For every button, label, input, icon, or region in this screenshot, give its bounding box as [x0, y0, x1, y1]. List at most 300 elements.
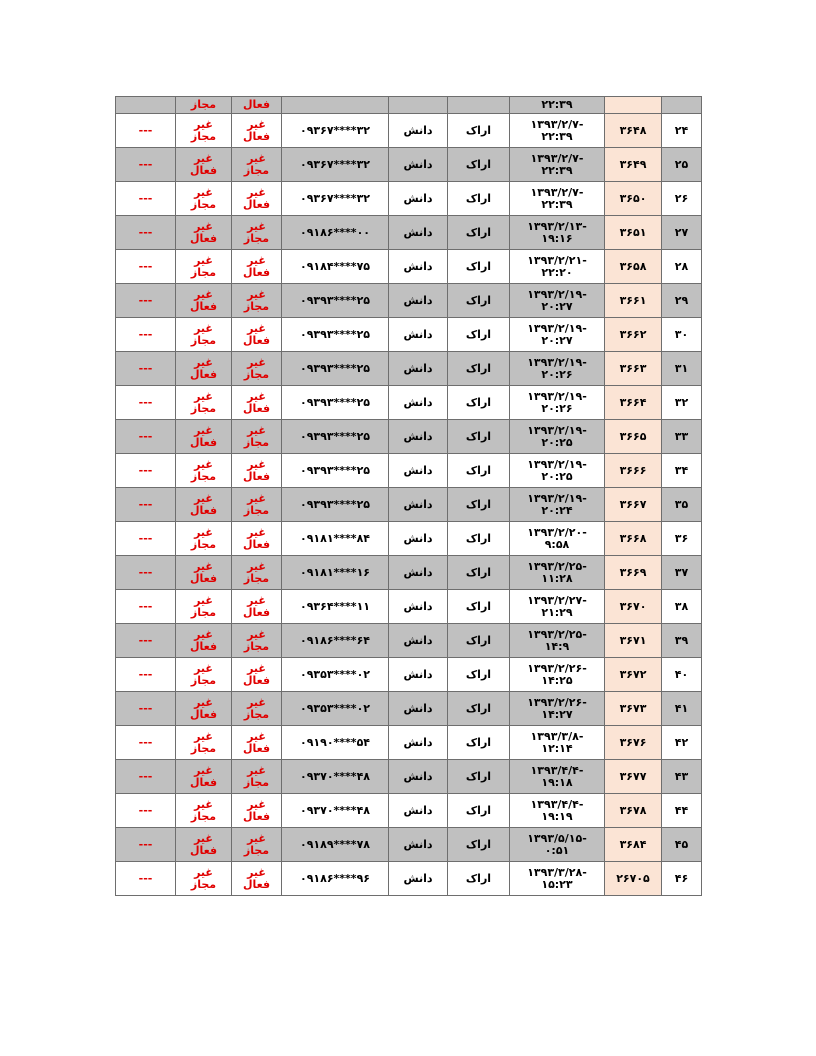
role-cell: دانش [389, 318, 448, 352]
row-number-cell: ۲۶ [662, 182, 702, 216]
permission-cell [176, 726, 232, 760]
time-line: ۱۱:۲۸ [541, 571, 573, 585]
time-line: ۲۰:۲۶ [541, 401, 573, 415]
city-cell: اراک [448, 828, 510, 862]
datetime-cell [510, 284, 605, 318]
permission-line-1: غیر [194, 661, 213, 675]
table-row [116, 182, 702, 216]
datetime-cell [510, 114, 605, 148]
status-line-2: فعال [242, 197, 271, 211]
status-line-1: غیر [247, 321, 266, 335]
permission-line-2: مجاز [190, 265, 217, 279]
code-cell: ۳۶۶۴ [605, 386, 662, 420]
extra-cell: --- [116, 760, 176, 794]
date-line: ۱۳۹۳/۲/۲۵- [527, 559, 587, 573]
status-line-1: غیر [247, 151, 266, 165]
permission-line-2: مجاز [190, 673, 217, 687]
date-line: ۱۳۹۳/۲/۲۶- [527, 661, 587, 675]
date-line: ۱۳۹۳/۲/۱۹- [527, 389, 587, 403]
row-number-cell: ۲۵ [662, 148, 702, 182]
permission-line-1: غیر [194, 729, 213, 743]
table-row [116, 454, 702, 488]
records-table [115, 96, 702, 896]
status-line-1: غیر [247, 389, 266, 403]
row-number-cell: ۴۰ [662, 658, 702, 692]
role-cell: دانش [389, 522, 448, 556]
code-cell: ۳۶۵۰ [605, 182, 662, 216]
phone-cell: ۰۹۱۸۱****۸۴ [282, 522, 389, 556]
datetime-cell [510, 522, 605, 556]
code-cell: ۳۶۶۷ [605, 488, 662, 522]
row-number-cell: ۴۲ [662, 726, 702, 760]
role-cell [389, 97, 448, 114]
status-line-1: غیر [247, 831, 266, 845]
status-cell [232, 284, 282, 318]
city-cell: اراک [448, 624, 510, 658]
permission-cell: مجاز [176, 97, 232, 114]
permission-line-2: فعال [189, 231, 218, 245]
phone-cell: ۰۹۳۹۳****۲۵ [282, 386, 389, 420]
table-row [116, 318, 702, 352]
phone-cell: ۰۹۱۸۶****۶۴ [282, 624, 389, 658]
extra-cell: --- [116, 216, 176, 250]
datetime-cell [510, 726, 605, 760]
datetime-cell [510, 352, 605, 386]
role-cell: دانش [389, 862, 448, 896]
permission-line-1: غیر [194, 355, 213, 369]
table-row [116, 862, 702, 896]
permission-line-1: غیر [194, 423, 213, 437]
datetime-cell [510, 794, 605, 828]
extra-cell: --- [116, 862, 176, 896]
permission-line-2: مجاز [190, 333, 217, 347]
permission-line-2: فعال [189, 775, 218, 789]
code-cell: ۳۶۶۸ [605, 522, 662, 556]
status-line-1: غیر [247, 491, 266, 505]
status-line-2: مجاز [243, 571, 270, 585]
datetime-cell [510, 658, 605, 692]
status-cell [232, 658, 282, 692]
extra-cell [116, 97, 176, 114]
permission-line-1: غیر [194, 117, 213, 131]
code-cell: ۳۶۶۲ [605, 318, 662, 352]
permission-cell [176, 760, 232, 794]
date-line: ۱۳۹۳/۲/۲۷- [527, 593, 587, 607]
datetime-cell [510, 182, 605, 216]
permission-line-2: فعال [189, 435, 218, 449]
permission-cell [176, 692, 232, 726]
status-cell [232, 556, 282, 590]
date-line: ۱۳۹۳/۲/۲۰- [527, 525, 587, 539]
row-number-cell: ۳۴ [662, 454, 702, 488]
city-cell: اراک [448, 148, 510, 182]
table-row [116, 590, 702, 624]
permission-cell [176, 352, 232, 386]
status-line-1: غیر [247, 525, 266, 539]
date-line: ۱۳۹۳/۲/۱۹- [527, 287, 587, 301]
permission-line-2: مجاز [190, 537, 217, 551]
extra-cell: --- [116, 250, 176, 284]
city-cell: اراک [448, 454, 510, 488]
row-number-cell: ۳۹ [662, 624, 702, 658]
status-line-1: غیر [247, 423, 266, 437]
phone-cell: ۰۹۱۸۶****۹۶ [282, 862, 389, 896]
extra-cell: --- [116, 182, 176, 216]
phone-cell: ۰۹۳۶۷****۳۲ [282, 182, 389, 216]
datetime-cell [510, 488, 605, 522]
extra-cell: --- [116, 590, 176, 624]
permission-cell [176, 284, 232, 318]
status-line-2: مجاز [243, 299, 270, 313]
city-cell: اراک [448, 216, 510, 250]
code-cell: ۳۶۶۳ [605, 352, 662, 386]
permission-line-2: فعال [189, 163, 218, 177]
code-cell: ۲۶۷۰۵ [605, 862, 662, 896]
row-number-cell: ۴۶ [662, 862, 702, 896]
phone-cell: ۰۹۳۶۷****۳۲ [282, 148, 389, 182]
code-cell: ۳۶۷۷ [605, 760, 662, 794]
table-row [116, 828, 702, 862]
city-cell: اراک [448, 488, 510, 522]
role-cell: دانش [389, 284, 448, 318]
time-line: ۲۰:۲۷ [541, 333, 573, 347]
table-row [116, 488, 702, 522]
status-line-2: فعال [242, 877, 271, 891]
status-line-2: مجاز [243, 503, 270, 517]
status-line-2: فعال [242, 469, 271, 483]
permission-line-1: غیر [194, 253, 213, 267]
permission-line-1: غیر [194, 593, 213, 607]
extra-cell: --- [116, 556, 176, 590]
permission-cell [176, 216, 232, 250]
time-line: ۲۲:۳۹ [541, 129, 573, 143]
code-cell: ۳۶۴۸ [605, 114, 662, 148]
row-number-cell: ۳۷ [662, 556, 702, 590]
status-cell [232, 522, 282, 556]
permission-line-1: غیر [194, 321, 213, 335]
status-line-1: غیر [247, 185, 266, 199]
time-line: ۱۵:۲۳ [541, 877, 573, 891]
status-line-1: غیر [247, 729, 266, 743]
status-cell [232, 828, 282, 862]
time-line: ۲۲:۳۹ [541, 197, 573, 211]
date-line: ۱۳۹۳/۲/۲۶- [527, 695, 587, 709]
phone-cell: ۰۹۱۸۴****۷۵ [282, 250, 389, 284]
permission-line-1: غیر [194, 457, 213, 471]
status-line-2: مجاز [243, 367, 270, 381]
status-line-2: مجاز [243, 163, 270, 177]
date-line: ۱۳۹۳/۲/۷- [530, 151, 584, 165]
code-cell: ۳۶۷۶ [605, 726, 662, 760]
city-cell: اراک [448, 794, 510, 828]
permission-line-2: فعال [189, 843, 218, 857]
code-cell: ۳۶۷۳ [605, 692, 662, 726]
permission-line-2: فعال [189, 367, 218, 381]
status-cell [232, 760, 282, 794]
city-cell: اراک [448, 658, 510, 692]
permission-line-1: غیر [194, 865, 213, 879]
status-line-1: غیر [247, 763, 266, 777]
row-number-cell: ۳۲ [662, 386, 702, 420]
status-line-2: فعال [242, 265, 271, 279]
city-cell: اراک [448, 114, 510, 148]
status-line-2: فعال [242, 401, 271, 415]
extra-cell: --- [116, 488, 176, 522]
table-row [116, 420, 702, 454]
status-cell [232, 862, 282, 896]
datetime-cell [510, 420, 605, 454]
role-cell: دانش [389, 250, 448, 284]
city-cell: اراک [448, 726, 510, 760]
time-line: ۲۰:۲۵ [541, 435, 573, 449]
status-line-2: مجاز [243, 707, 270, 721]
table-row [116, 250, 702, 284]
city-cell: اراک [448, 760, 510, 794]
phone-cell: ۰۹۱۸۶****۰۰ [282, 216, 389, 250]
status-cell [232, 454, 282, 488]
status-cell [232, 794, 282, 828]
phone-cell: ۰۹۳۷۰****۴۸ [282, 760, 389, 794]
datetime-cell [510, 692, 605, 726]
extra-cell: --- [116, 352, 176, 386]
time-line: ۱۴:۲۵ [541, 673, 573, 687]
status-line-2: مجاز [243, 775, 270, 789]
time-line: ۲۱:۲۹ [541, 605, 573, 619]
code-cell: ۳۶۶۵ [605, 420, 662, 454]
permission-line-1: غیر [194, 185, 213, 199]
phone-cell: ۰۹۳۹۳****۲۵ [282, 454, 389, 488]
row-number-cell: ۲۷ [662, 216, 702, 250]
permission-line-2: مجاز [190, 809, 217, 823]
table-row [116, 556, 702, 590]
extra-cell: --- [116, 726, 176, 760]
table-row [116, 624, 702, 658]
code-cell: ۳۶۴۹ [605, 148, 662, 182]
date-line: ۱۳۹۳/۲/۷- [530, 117, 584, 131]
time-line: ۹:۵۸ [544, 537, 570, 551]
permission-line-1: غیر [194, 763, 213, 777]
time-line: ۱۲:۱۴ [541, 741, 573, 755]
status-line-1: غیر [247, 287, 266, 301]
status-line-2: مجاز [243, 639, 270, 653]
permission-cell [176, 624, 232, 658]
code-cell: ۳۶۵۸ [605, 250, 662, 284]
time-line: ۱۴:۲۷ [541, 707, 573, 721]
permission-line-2: مجاز [190, 877, 217, 891]
city-cell: اراک [448, 182, 510, 216]
phone-cell: ۰۹۳۹۳****۲۵ [282, 420, 389, 454]
table-row [116, 114, 702, 148]
permission-line-1: غیر [194, 627, 213, 641]
status-line-1: غیر [247, 627, 266, 641]
status-cell [232, 692, 282, 726]
city-cell: اراک [448, 522, 510, 556]
phone-cell [282, 97, 389, 114]
datetime-cell [510, 760, 605, 794]
code-cell: ۳۶۷۱ [605, 624, 662, 658]
permission-cell [176, 318, 232, 352]
status-cell [232, 726, 282, 760]
city-cell: اراک [448, 318, 510, 352]
status-line-2: فعال [242, 537, 271, 551]
status-cell [232, 148, 282, 182]
code-cell: ۳۶۶۱ [605, 284, 662, 318]
date-line: ۱۳۹۳/۲/۱۹- [527, 321, 587, 335]
extra-cell: --- [116, 658, 176, 692]
table-row [116, 760, 702, 794]
status-cell [232, 624, 282, 658]
datetime-cell [510, 250, 605, 284]
date-line: ۱۳۹۳/۵/۱۵- [527, 831, 587, 845]
permission-line-2: مجاز [190, 129, 217, 143]
row-number-cell: ۴۴ [662, 794, 702, 828]
status-cell [232, 250, 282, 284]
extra-cell: --- [116, 692, 176, 726]
date-line: ۱۳۹۳/۲/۱۹- [527, 423, 587, 437]
date-line: ۱۳۹۳/۴/۴- [530, 797, 584, 811]
time-line: ۲۰:۲۷ [541, 299, 573, 313]
permission-line-2: فعال [189, 299, 218, 313]
extra-cell: --- [116, 284, 176, 318]
table-row [116, 692, 702, 726]
permission-line-1: غیر [194, 525, 213, 539]
role-cell: دانش [389, 692, 448, 726]
status-line-1: غیر [247, 593, 266, 607]
row-number-cell: ۴۵ [662, 828, 702, 862]
extra-cell: --- [116, 386, 176, 420]
permission-cell [176, 828, 232, 862]
permission-cell [176, 794, 232, 828]
role-cell: دانش [389, 556, 448, 590]
code-cell: ۳۶۸۴ [605, 828, 662, 862]
code-cell: ۳۶۷۸ [605, 794, 662, 828]
table-row [116, 148, 702, 182]
phone-cell: ۰۹۳۹۳****۲۵ [282, 352, 389, 386]
status-cell [232, 420, 282, 454]
status-cell: فعال [232, 97, 282, 114]
status-line-2: فعال [242, 741, 271, 755]
table-row [116, 386, 702, 420]
permission-cell [176, 386, 232, 420]
row-number-cell: ۳۱ [662, 352, 702, 386]
permission-line-1: غیر [194, 287, 213, 301]
permission-line-1: غیر [194, 559, 213, 573]
permission-line-2: مجاز [190, 197, 217, 211]
permission-line-2: فعال [189, 639, 218, 653]
extra-cell: --- [116, 318, 176, 352]
permission-line-2: فعال [189, 503, 218, 517]
datetime-cell [510, 624, 605, 658]
permission-cell [176, 148, 232, 182]
permission-cell [176, 420, 232, 454]
datetime-cell [510, 828, 605, 862]
table-row-partial [116, 97, 702, 114]
status-line-2: فعال [242, 605, 271, 619]
phone-cell: ۰۹۳۹۳****۲۵ [282, 284, 389, 318]
row-number-cell: ۴۱ [662, 692, 702, 726]
role-cell: دانش [389, 420, 448, 454]
permission-line-2: مجاز [190, 605, 217, 619]
status-line-1: غیر [247, 797, 266, 811]
permission-cell [176, 658, 232, 692]
permission-cell [176, 182, 232, 216]
permission-cell [176, 522, 232, 556]
time-line: ۲۰:۲۶ [541, 367, 573, 381]
status-cell [232, 182, 282, 216]
status-cell [232, 590, 282, 624]
status-line-2: فعال [242, 809, 271, 823]
date-line: ۱۳۹۳/۲/۷- [530, 185, 584, 199]
permission-line-2: مجاز [190, 469, 217, 483]
city-cell: اراک [448, 250, 510, 284]
code-cell [605, 97, 662, 114]
role-cell: دانش [389, 658, 448, 692]
city-cell: اراک [448, 692, 510, 726]
permission-cell [176, 590, 232, 624]
permission-line-1: غیر [194, 831, 213, 845]
status-line-2: مجاز [243, 231, 270, 245]
role-cell: دانش [389, 624, 448, 658]
role-cell: دانش [389, 488, 448, 522]
date-line: ۱۳۹۳/۳/۲۸- [527, 865, 587, 879]
time-line: ۱۹:۱۶ [541, 231, 573, 245]
city-cell: اراک [448, 352, 510, 386]
permission-line-1: غیر [194, 219, 213, 233]
status-line-1: غیر [247, 695, 266, 709]
row-number-cell [662, 97, 702, 114]
role-cell: دانش [389, 454, 448, 488]
date-line: ۱۳۹۳/۲/۱۹- [527, 457, 587, 471]
time-line: ۱۹:۱۹ [541, 809, 573, 823]
role-cell: دانش [389, 590, 448, 624]
phone-cell: ۰۹۳۹۳****۲۵ [282, 488, 389, 522]
city-cell: اراک [448, 590, 510, 624]
permission-cell [176, 114, 232, 148]
table-row [116, 794, 702, 828]
city-cell: اراک [448, 284, 510, 318]
role-cell: دانش [389, 114, 448, 148]
extra-cell: --- [116, 828, 176, 862]
row-number-cell: ۳۸ [662, 590, 702, 624]
status-line-2: فعال [242, 129, 271, 143]
time-line: ۱۹:۱۸ [541, 775, 573, 789]
phone-cell: ۰۹۱۹۰****۵۴ [282, 726, 389, 760]
time-line: ۲۰:۲۵ [541, 469, 573, 483]
datetime-cell [510, 386, 605, 420]
role-cell: دانش [389, 760, 448, 794]
datetime-cell [510, 454, 605, 488]
extra-cell: --- [116, 420, 176, 454]
phone-cell: ۰۹۳۹۳****۲۵ [282, 318, 389, 352]
phone-cell: ۰۹۳۵۳****۰۲ [282, 692, 389, 726]
role-cell: دانش [389, 352, 448, 386]
role-cell: دانش [389, 182, 448, 216]
permission-line-1: غیر [194, 151, 213, 165]
city-cell: اراک [448, 556, 510, 590]
permission-line-2: فعال [189, 707, 218, 721]
role-cell: دانش [389, 216, 448, 250]
permission-cell [176, 862, 232, 896]
permission-cell [176, 488, 232, 522]
time-line: ۲۰:۲۴ [541, 503, 573, 517]
phone-cell: ۰۹۱۸۱****۱۶ [282, 556, 389, 590]
date-line: ۱۳۹۳/۴/۴- [530, 763, 584, 777]
table-row [116, 284, 702, 318]
table-row [116, 726, 702, 760]
city-cell: اراک [448, 862, 510, 896]
role-cell: دانش [389, 828, 448, 862]
status-line-2: فعال [242, 333, 271, 347]
